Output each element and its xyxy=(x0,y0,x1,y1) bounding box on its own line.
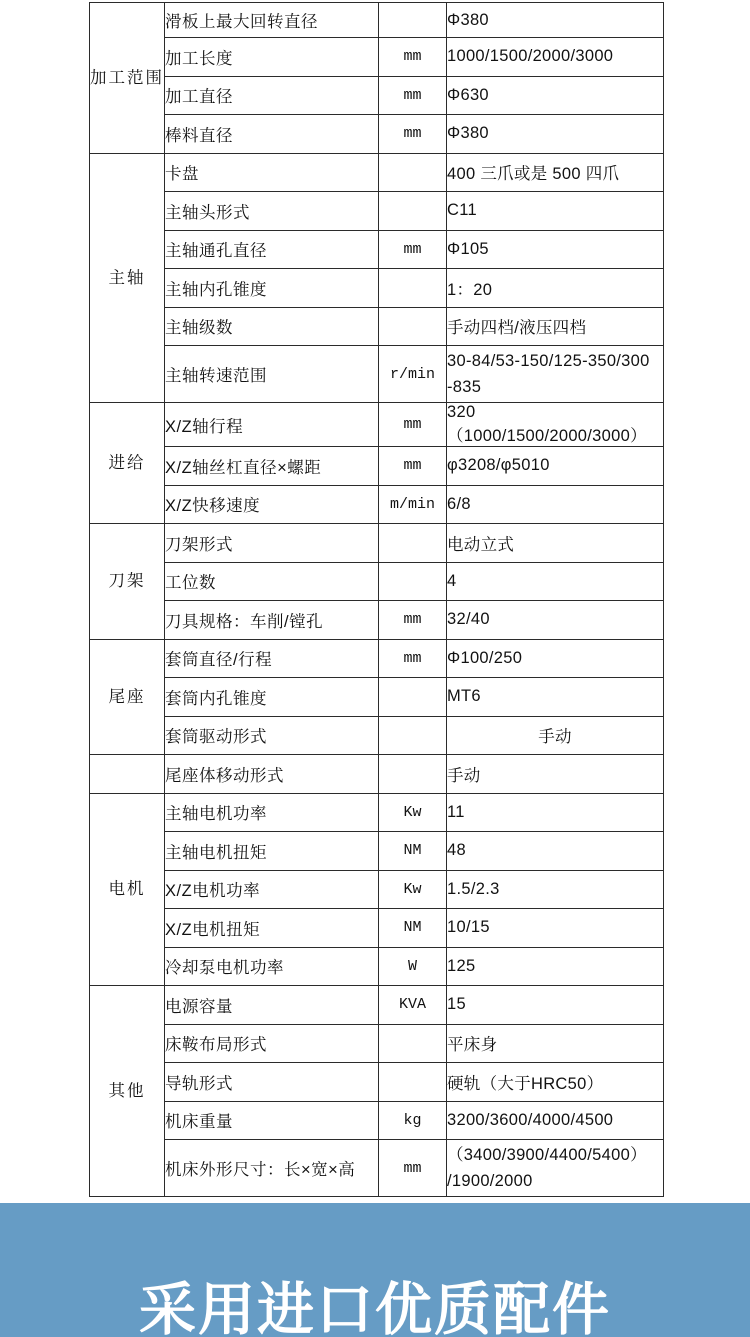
group-label-motor: 电机 xyxy=(90,793,165,986)
table-row xyxy=(90,562,664,601)
item-label: 套筒驱动形式 xyxy=(165,716,379,755)
item-label: 滑板上最大回转直径 xyxy=(165,3,379,38)
table-row xyxy=(90,269,664,308)
item-unit xyxy=(379,562,447,601)
item-unit: NM xyxy=(379,832,447,871)
specification-table xyxy=(89,2,664,1197)
item-label: 工位数 xyxy=(165,562,379,601)
item-unit: mm xyxy=(379,403,447,447)
item-value-line-1: 30-84/53-150/125-350/300 xyxy=(447,352,650,370)
item-value: 4 xyxy=(447,562,664,601)
item-label: 机床外形尺寸：长×宽×高 xyxy=(165,1140,379,1197)
item-unit xyxy=(379,1063,447,1102)
item-value xyxy=(447,1140,664,1197)
item-value: 32/40 xyxy=(447,601,664,640)
item-unit: mm xyxy=(379,447,447,486)
item-unit xyxy=(379,269,447,308)
item-value: Φ380 xyxy=(447,3,664,38)
group-label-tool-post: 刀架 xyxy=(90,524,165,640)
item-label: X/Z电机扭矩 xyxy=(165,909,379,948)
item-value: 48 xyxy=(447,832,664,871)
item-value: 硬轨（大于HRC50） xyxy=(447,1063,664,1102)
table-row xyxy=(90,1063,664,1102)
item-label: 尾座体移动形式 xyxy=(165,755,379,794)
item-unit: Kw xyxy=(379,793,447,832)
table-row xyxy=(90,870,664,909)
item-label: X/Z电机功率 xyxy=(165,870,379,909)
table-row xyxy=(90,755,664,794)
item-value: 3200/3600/4000/4500 xyxy=(447,1101,664,1140)
item-unit: mm xyxy=(379,639,447,678)
item-value: Φ630 xyxy=(447,76,664,115)
table-row xyxy=(90,716,664,755)
item-value: 手动 xyxy=(447,716,664,755)
item-label: 刀架形式 xyxy=(165,524,379,563)
table-row xyxy=(90,115,664,154)
item-unit: mm xyxy=(379,601,447,640)
table-row xyxy=(90,76,664,115)
item-unit: mm xyxy=(379,38,447,77)
item-label: 机床重量 xyxy=(165,1101,379,1140)
item-value: 1000/1500/2000/3000 xyxy=(447,38,664,77)
item-value: φ3208/φ5010 xyxy=(447,447,664,486)
item-value: 电动立式 xyxy=(447,524,664,563)
group-label-machining-range: 加工范围 xyxy=(90,3,165,154)
item-label: 加工长度 xyxy=(165,38,379,77)
table-row xyxy=(90,986,664,1025)
item-value: 6/8 xyxy=(447,485,664,524)
item-value: 10/15 xyxy=(447,909,664,948)
item-value: MT6 xyxy=(447,678,664,717)
table-row xyxy=(90,3,664,38)
group-label-tailstock: 尾座 xyxy=(90,639,165,755)
item-unit: m/min xyxy=(379,485,447,524)
item-unit: W xyxy=(379,947,447,986)
item-label: 主轴通孔直径 xyxy=(165,230,379,269)
item-label: 主轴级数 xyxy=(165,307,379,346)
table-row xyxy=(90,485,664,524)
table-row xyxy=(90,403,664,447)
item-value: 320（1000/1500/2000/3000） xyxy=(447,403,664,447)
table-row xyxy=(90,1140,664,1197)
item-label: 床鞍布局形式 xyxy=(165,1024,379,1063)
item-value: Φ100/250 xyxy=(447,639,664,678)
item-value-line-2: -835 xyxy=(447,378,482,396)
table-row xyxy=(90,678,664,717)
group-label-empty xyxy=(90,755,165,794)
item-unit xyxy=(379,755,447,794)
item-label: 电源容量 xyxy=(165,986,379,1025)
item-value-line-1: （3400/3900/4400/5400） xyxy=(447,1146,647,1164)
item-label: 套筒内孔锥度 xyxy=(165,678,379,717)
item-value: 400 三爪或是 500 四爪 xyxy=(447,153,664,192)
table-row xyxy=(90,447,664,486)
item-label: 主轴电机功率 xyxy=(165,793,379,832)
table-row xyxy=(90,230,664,269)
item-unit xyxy=(379,716,447,755)
table-row xyxy=(90,639,664,678)
table-row xyxy=(90,38,664,77)
item-unit xyxy=(379,153,447,192)
table-row xyxy=(90,524,664,563)
item-label: 主轴内孔锥度 xyxy=(165,269,379,308)
item-unit: kg xyxy=(379,1101,447,1140)
group-label-other: 其他 xyxy=(90,986,165,1197)
item-unit: KVA xyxy=(379,986,447,1025)
item-unit xyxy=(379,307,447,346)
table-row xyxy=(90,1101,664,1140)
item-label: X/Z快移速度 xyxy=(165,485,379,524)
item-label: 冷却泵电机功率 xyxy=(165,947,379,986)
item-label: X/Z轴丝杠直径×螺距 xyxy=(165,447,379,486)
table-row xyxy=(90,793,664,832)
item-unit: Kw xyxy=(379,870,447,909)
item-value: 1：20 xyxy=(447,269,664,308)
item-unit: NM xyxy=(379,909,447,948)
item-label: 主轴电机扭矩 xyxy=(165,832,379,871)
table-row xyxy=(90,601,664,640)
item-value: 11 xyxy=(447,793,664,832)
item-unit xyxy=(379,678,447,717)
item-label: 棒料直径 xyxy=(165,115,379,154)
table-row xyxy=(90,153,664,192)
item-label: 导轨形式 xyxy=(165,1063,379,1102)
item-unit xyxy=(379,3,447,38)
item-unit xyxy=(379,1024,447,1063)
item-value: 15 xyxy=(447,986,664,1025)
item-label: 卡盘 xyxy=(165,153,379,192)
promo-banner xyxy=(0,1203,750,1337)
item-unit: mm xyxy=(379,230,447,269)
item-unit: mm xyxy=(379,1140,447,1197)
table-row xyxy=(90,909,664,948)
item-label: 套筒直径/行程 xyxy=(165,639,379,678)
item-label: X/Z轴行程 xyxy=(165,403,379,447)
item-label: 主轴转速范围 xyxy=(165,346,379,403)
item-value: 1.5/2.3 xyxy=(447,870,664,909)
item-value: 手动 xyxy=(447,755,664,794)
item-unit: mm xyxy=(379,115,447,154)
item-unit xyxy=(379,192,447,231)
item-value: 平床身 xyxy=(447,1024,664,1063)
promo-banner-text: 采用进口优质配件 xyxy=(139,1278,611,1337)
table-row xyxy=(90,307,664,346)
item-label: 主轴头形式 xyxy=(165,192,379,231)
item-value: Φ105 xyxy=(447,230,664,269)
item-value: Φ380 xyxy=(447,115,664,154)
item-value-line-2: /1900/2000 xyxy=(447,1172,533,1190)
table-row xyxy=(90,947,664,986)
table-row xyxy=(90,346,664,403)
item-unit: r/min xyxy=(379,346,447,403)
item-value xyxy=(447,346,664,403)
item-unit: mm xyxy=(379,76,447,115)
item-value: 手动四档/液压四档 xyxy=(447,307,664,346)
item-value: 125 xyxy=(447,947,664,986)
item-label: 刀具规格：车削/镗孔 xyxy=(165,601,379,640)
group-label-feed: 进给 xyxy=(90,403,165,524)
item-value: C11 xyxy=(447,192,664,231)
item-unit xyxy=(379,524,447,563)
group-label-spindle: 主轴 xyxy=(90,153,165,403)
item-label: 加工直径 xyxy=(165,76,379,115)
table-row xyxy=(90,192,664,231)
specification-table-container xyxy=(89,2,663,1197)
table-row xyxy=(90,1024,664,1063)
table-row xyxy=(90,832,664,871)
